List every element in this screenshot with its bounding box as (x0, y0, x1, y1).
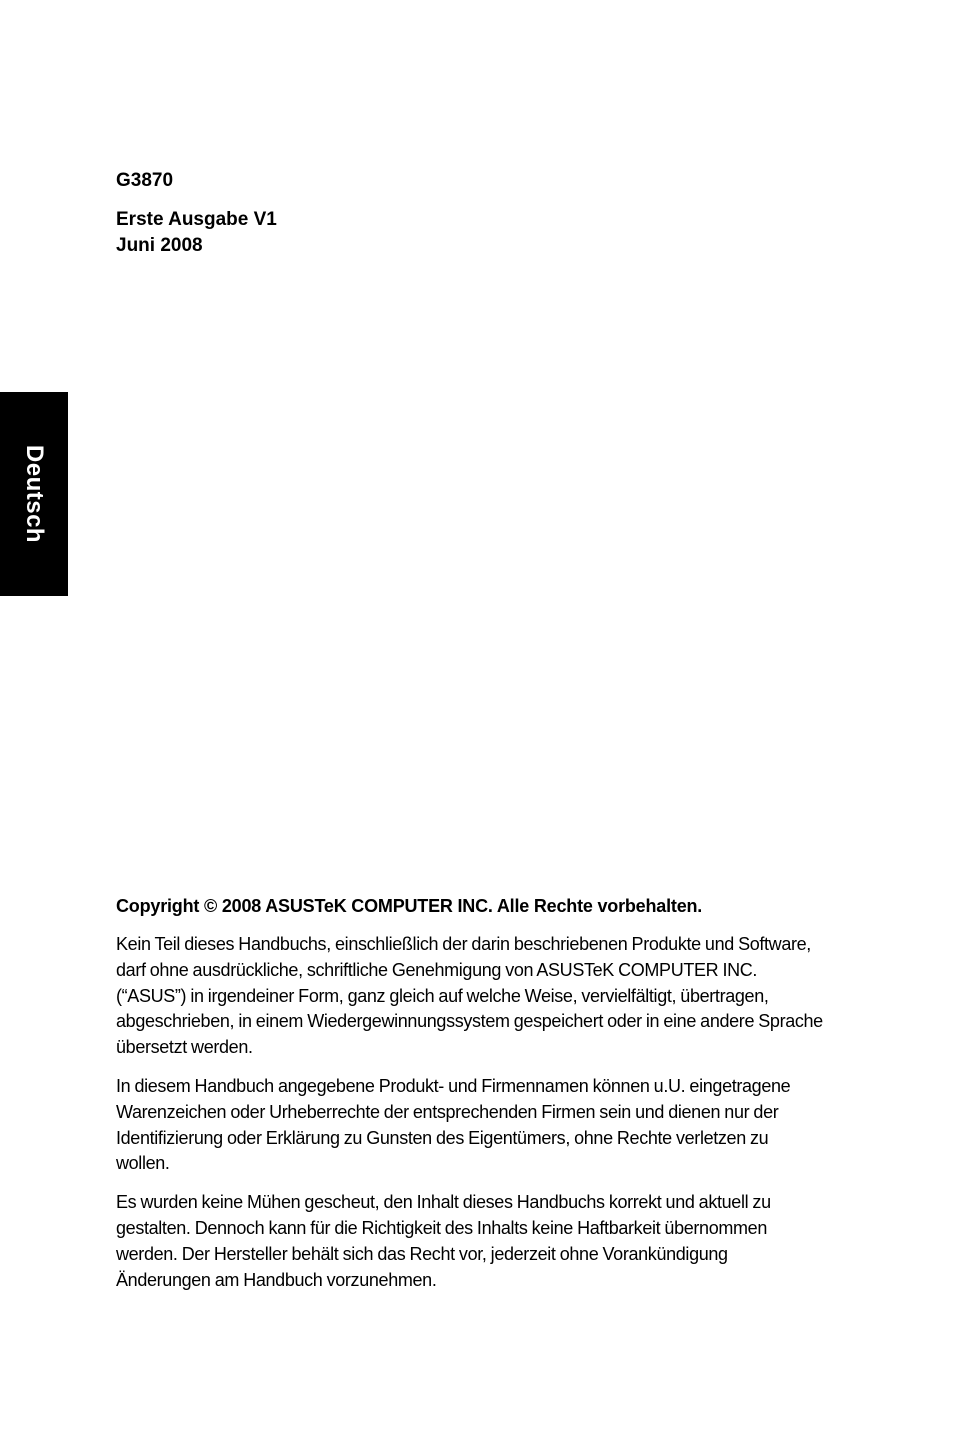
legal-notice (116, 893, 826, 1306)
language-label: Deutsch (21, 444, 48, 544)
legal-paragraph-trademarks: In diesem Handbuch angegebene Produkt- und Firmennamen können u.U. eingetragene Warenzeichen oder Urheberrechte der entsprechenden Firmen sein und dienen nur der Identifizierung oder Erklärung zu Gunsten des Eigentümers, ohne Rechte verletzen zu wollen. (116, 1075, 791, 1174)
legal-paragraph-reproduction: Kein Teil dieses Handbuchs, einschließlich der darin beschriebenen Produkte und Software, darf ohne ausdrückliche, schriftliche Genehmigung von ASUSTeK COMPUTER INC. (“ASUS”) in irgendeiner Form, ganz gleich auf welche Weise, vervielfältigt, übertragen, abgeschrieben, in einem Wiedergewinnungssystem gespeichert oder in eine andere Sprache übersetzt werden. (116, 934, 823, 1058)
copyright-heading: Copyright © 2008 ASUSTeK COMPUTER INC. Alle Rechte vorbehalten. (116, 896, 703, 916)
edition-label: Erste Ausgabe V1 (116, 209, 277, 230)
model-number: G3870 (116, 170, 174, 191)
language-side-tab (0, 392, 68, 596)
edition-block (116, 207, 277, 259)
legal-paragraph-liability: Es wurden keine Mühen gescheut, den Inhalt dieses Handbuchs korrekt und aktuell zu gestalten. Dennoch kann für die Richtigkeit des Inhalts keine Haftbarkeit übernommen werden. Der Hersteller behält sich das Recht vor, jederzeit ohne Vorankündigung Änderungen am Handbuch vorzunehmen. (116, 1192, 771, 1290)
edition-date: Juni 2008 (116, 235, 203, 256)
